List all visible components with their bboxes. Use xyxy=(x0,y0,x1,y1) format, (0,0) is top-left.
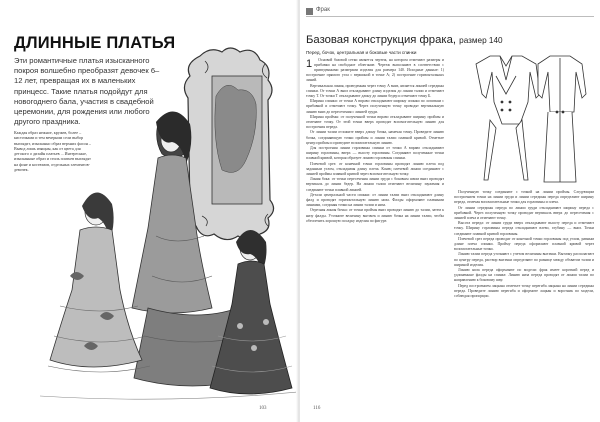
right-page xyxy=(300,0,600,422)
column-a-body xyxy=(306,58,444,225)
text-column-b xyxy=(454,190,594,402)
running-header-label: Фрак xyxy=(316,7,330,13)
section-title-size: размер 140 xyxy=(459,36,503,45)
paragraph: Плечевой срез: от конечной точки горловины проводят линию плеча под заданным углом, откладывая длину плеча. Конец плечевой линии соединяют с линией проймы плавной кривой через вспомогательную точку. xyxy=(306,161,444,177)
sub-heading: Перед, бочок, центральная и боковые части спинки xyxy=(306,50,417,55)
running-header xyxy=(300,6,600,16)
header-marker-icon xyxy=(306,8,313,15)
dropcap-number: 1 xyxy=(306,57,313,70)
section-title xyxy=(306,34,596,46)
page-title: ДЛИННЫЕ ПЛАТЬЯ xyxy=(14,34,176,52)
paragraph: Вертикальная линия, проведенная через точку А вниз, является линией середины спинки. От точки А вниз откладывают длину изделия до линии талии и отмечают точку Т. От точки Т откладывают длину до линии бедер и отмечают точку Б. xyxy=(306,83,444,99)
paragraph: Перед построением лацкана отметьте точку перегиба лацкана на линии середины переда. Проведите линию перегиба и оформите лацкан и воротник по модели, соблюдая пропорции. xyxy=(454,283,594,299)
tailcoat-back xyxy=(538,56,586,182)
paragraph: Полученную точку соединяют с точкой на линии проймы. Следующим построением точки на линии груди и линии середины переда определяют ширину переда, отмечая вспомогательные точки для горловины и плеча. xyxy=(454,190,594,205)
paragraph: Линию талии переда уточняют с учетом величины вытачки. Вытачку располагают по центру переда, раствор вытачки определяют по разнице между обхватом талии и шириной изделия. xyxy=(454,252,594,267)
paragraph: От линии талии отложите вверх длину бочка, намечая точку. Проведите линию бочка, соединяющую точки проймы и линии талии плавной кривой. Отметьте центр проймы и проведите вспомогательную линию. xyxy=(306,130,444,145)
paragraph: От линии середины переда по линии груди откладывают ширину переда с прибавкой. Через полученную точку проводят вертикаль вверх до пересечения с линией плеча и отмечают точку. xyxy=(454,205,594,221)
paragraph: Линия бока: от точки пересечения линии груди с боковым швом вниз проводят вертикаль до линии бедер. На линии талии отмечают величину заужения и соединяют точки плавной линией. xyxy=(306,177,444,192)
paragraph: Плечевой срез переда проводят от конечной точки горловины под углом, равным длине плеча спинки. Пройму переда оформляют плавной кривой через вспомогательные точки. xyxy=(454,236,594,252)
paragraph: Ширина проймы: от полученной точки вправо откладывают ширину проймы и отмечают точку. От этой точки вверх проводят вспомогательную линию для построения переда. xyxy=(306,114,444,130)
paragraph: Высота переда: от линии груди вверх откладывают высоту переда и отмечают точку. Ширину горловины переда откладывают влево, глубину — вниз. Точки соединяют плавной кривой горловины. xyxy=(454,221,594,236)
page-number: 103 xyxy=(259,406,267,411)
paragraph: Детали центральной части спинки: от линии талии вниз откладывают длину фалд и проводят горизонтальную линию низа. Фалды оформляют плавными линиями, соединяя точки на линии талии и низа. xyxy=(306,192,444,208)
paragraph: Для построения линии горловины спинки от точки А вправо откладывают ширину горловины, вверх — высоту горловины. Соединяют полученные точки плавной кривой, которая образует линию горловины спинки. xyxy=(306,146,444,161)
left-page xyxy=(0,0,298,422)
page-number: 116 xyxy=(313,406,321,411)
paragraph: Ширина спинки: от точки А вправо откладывают ширину спинки по лопаткам с прибавкой и отмечают точку. Через полученную точку проводят вертикальную линию вниз до пересечения с линией груди. xyxy=(306,99,444,114)
text-column-a xyxy=(306,50,444,402)
header-rule xyxy=(306,16,594,17)
girl-left xyxy=(48,192,150,372)
caption-text: Каждая образ нежное, кружев, более – кисточками и тем вечерним сели выбор выглядит, изысканно образ верхних фасон – Вывод лишь изящны, как от цвета для детского о дизайн платьев ... Интересные, изысканные образ и стиль платьев выглядят на фоне и костюмов, отдельных элементов-девочек. xyxy=(14,130,91,173)
intro-text: Эти романтичные платья изысканного покроя волшебно преобразят девочек 6–12 лет, превращая их в маленьких принцесс. Такие платья подойдут для новогоднего бала, участия в свадебной церемонии, для рождения или любого другого праздника. xyxy=(14,56,160,127)
paragraph: Отрезная линия бочка: от точки проймы вниз проводят линию до талии, затем к низу фалды. Уточните величину вытачек и линию бочка на линии талии, чтобы обеспечить хорошую посадку изделия по фигуре. xyxy=(306,208,444,223)
tailcoat-front xyxy=(476,56,540,180)
paragraph: Линию низа переда оформляют по модели: фрак имеет короткий перед и удлиненные фалды на спинке. Линию низа переда проводят от линии талии по направлению к боковому шву. xyxy=(454,268,594,283)
tailcoat-drawing xyxy=(456,46,596,186)
section-title-text: Базовая конструкция фрака, xyxy=(306,34,456,46)
tailcoat-svg xyxy=(456,46,596,186)
paragraph: Основой базовой сетки является чертеж, на котором отмечают размеры и прибавки на свободное облегание. Чертеж выполняют в соответствии с приведенными размерами изделия для размера 140. Исходные данные: 1) построение прямого угла с вершиной в точке А; 2) построение горизонтальных линий. xyxy=(306,57,444,83)
ornate-mirror-frame xyxy=(184,48,273,240)
